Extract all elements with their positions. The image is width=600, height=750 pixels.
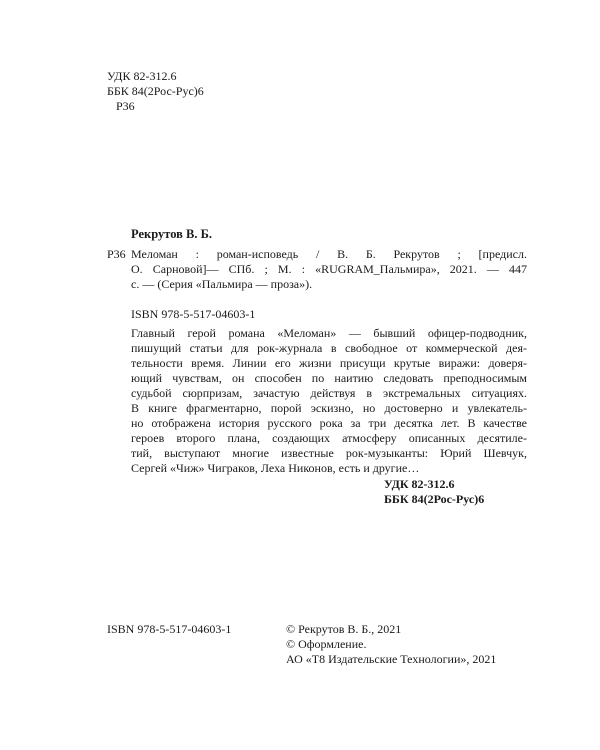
annotation-line: судьбой сюрпризам, зачастую действуя в экстремальных ситуациях.	[131, 386, 527, 400]
catalog-description	[131, 247, 527, 292]
catalog-author-mark: Р36	[107, 247, 126, 261]
annotation-line: ющий чувствам, он способен по наитию следовать преподносимым	[131, 371, 527, 385]
udk-code-bottom: УДК 82-312.6	[384, 477, 455, 491]
annotation	[131, 326, 527, 476]
catalog-description-line: с. — (Серия «Пальмира — проза»).	[131, 277, 313, 291]
catalog-description-line: Меломан : роман-исповедь / В. Б. Рекрутов ; [предисл.	[131, 247, 527, 261]
footer-isbn: ISBN 978-5-517-04603-1	[107, 622, 232, 636]
annotation-line: Главный герой романа «Меломан» — бывший офицер-подводник,	[131, 326, 527, 340]
classification-codes-top	[107, 69, 204, 114]
catalog-isbn: ISBN 978-5-517-04603-1	[131, 307, 256, 321]
annotation-line: Сергей «Чиж» Чиграков, Леха Никонов, есть и другие…	[131, 461, 420, 475]
annotation-line: но отображена история русского рока за три десятка лет. В качестве	[131, 416, 527, 430]
catalog-description-line: О. Сарновой]— СПб. ; М. : «RUGRAM_Пальмира», 2021. — 447	[131, 262, 527, 276]
annotation-line: тельности время. Линии его жизни присущи крутые виражи: доверя-	[131, 356, 527, 370]
annotation-line: героев второго плана, создающих атмосферу описанных десятиле-	[131, 431, 527, 445]
udk-code: УДК 82-312.6	[107, 69, 177, 83]
annotation-line: В книге фрагментарно, порой эскизно, но достоверно и увлекатель-	[131, 401, 527, 415]
author-mark: Р36	[116, 99, 135, 113]
bbk-code: ББК 84(2Рос-Рус)6	[107, 84, 204, 98]
bbk-code-bottom: ББК 84(2Рос-Рус)6	[384, 492, 485, 506]
annotation-line: пишущий статьи для рок-журнала в свободное от коммерческой дея-	[131, 341, 527, 355]
classification-codes-bottom	[384, 477, 484, 507]
copyright-line: © Рекрутов В. Б., 2021	[286, 622, 402, 636]
catalog-author: Рекрутов В. Б.	[131, 227, 213, 241]
annotation-line: тий, выступают многие известные рок-музыканты: Юрий Шевчук,	[131, 446, 527, 460]
copyright-block	[286, 622, 496, 667]
copyright-line: АО «Т8 Издательские Технологии», 2021	[286, 652, 497, 666]
copyright-line: © Оформление.	[286, 637, 367, 651]
